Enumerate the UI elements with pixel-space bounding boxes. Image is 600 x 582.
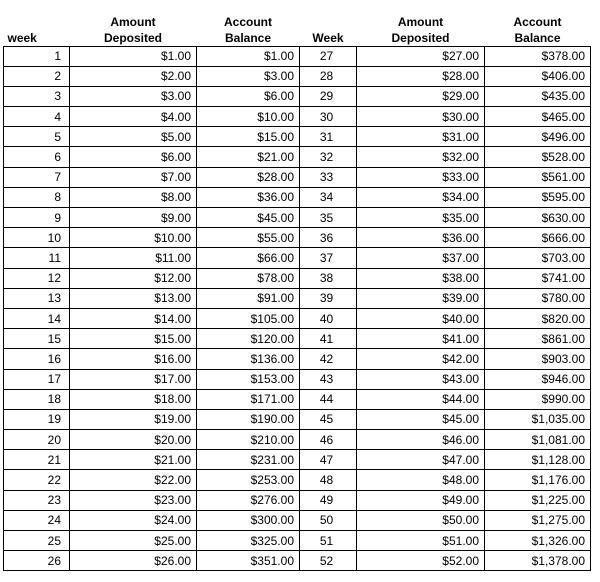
account-balance-cell: $1,378.00: [485, 551, 591, 571]
amount-deposited-cell: $25.00: [70, 531, 197, 551]
week-number-cell: 45: [300, 409, 357, 429]
balance-header-line1: Account: [224, 14, 272, 29]
amount-deposited-cell: $42.00: [357, 349, 485, 369]
week-number-cell: 48: [300, 470, 357, 490]
amount-deposited-cell: $28.00: [357, 66, 485, 86]
account-balance-cell: $496.00: [485, 127, 591, 147]
week-number-cell: 28: [300, 66, 357, 86]
account-balance-cell: $1,128.00: [485, 450, 591, 470]
account-balance-header-left: [197, 9, 300, 46]
account-balance-cell: $28.00: [197, 167, 300, 187]
week-number-cell: 22: [4, 470, 70, 490]
amount-deposited-cell: $24.00: [70, 510, 197, 530]
amount-deposited-cell: $10.00: [70, 228, 197, 248]
week-number-cell: 37: [300, 248, 357, 268]
amount-deposited-cell: $14.00: [70, 308, 197, 328]
amount-deposited-cell: $5.00: [70, 127, 197, 147]
table-row: [4, 389, 591, 409]
amount-deposited-cell: $26.00: [70, 551, 197, 571]
account-balance-cell: $703.00: [485, 248, 591, 268]
balance-header-line2: Balance: [514, 30, 561, 45]
week-number-cell: 43: [300, 369, 357, 389]
week-number-cell: 24: [4, 510, 70, 530]
week-number-cell: 46: [300, 430, 357, 450]
week-number-cell: 38: [300, 268, 357, 288]
week-number-cell: 11: [4, 248, 70, 268]
amount-deposited-cell: $34.00: [357, 187, 485, 207]
week-number-cell: 52: [300, 551, 357, 571]
amount-deposited-cell: $9.00: [70, 208, 197, 228]
table-row: [4, 308, 591, 328]
week-number-cell: 44: [300, 389, 357, 409]
week-number-cell: 26: [4, 551, 70, 571]
table-row: [4, 430, 591, 450]
account-balance-cell: $351.00: [197, 551, 300, 571]
amount-deposited-cell: $47.00: [357, 450, 485, 470]
amount-deposited-cell: $48.00: [357, 470, 485, 490]
account-balance-cell: $378.00: [485, 46, 591, 66]
week-number-cell: 16: [4, 349, 70, 369]
account-balance-cell: $3.00: [197, 66, 300, 86]
account-balance-cell: $55.00: [197, 228, 300, 248]
account-balance-cell: $1.00: [197, 46, 300, 66]
amount-deposited-cell: $18.00: [70, 389, 197, 409]
week-number-cell: 20: [4, 430, 70, 450]
account-balance-cell: $231.00: [197, 450, 300, 470]
amount-deposited-cell: $45.00: [357, 409, 485, 429]
amount-header-line1: Amount: [110, 14, 156, 29]
week-number-cell: 4: [4, 107, 70, 127]
account-balance-cell: $190.00: [197, 409, 300, 429]
account-balance-cell: $21.00: [197, 147, 300, 167]
table-row: [4, 147, 591, 167]
week-number-cell: 33: [300, 167, 357, 187]
table-row: [4, 107, 591, 127]
amount-deposited-cell: $36.00: [357, 228, 485, 248]
account-balance-cell: $1,225.00: [485, 490, 591, 510]
amount-deposited-cell: $38.00: [357, 268, 485, 288]
account-balance-cell: $105.00: [197, 308, 300, 328]
week-number-cell: 30: [300, 107, 357, 127]
amount-deposited-cell: $1.00: [70, 46, 197, 66]
table-row: [4, 248, 591, 268]
amount-deposited-cell: $49.00: [357, 490, 485, 510]
amount-deposited-header-left: [70, 9, 197, 46]
amount-deposited-cell: $21.00: [70, 450, 197, 470]
week-number-cell: 23: [4, 490, 70, 510]
account-balance-cell: $406.00: [485, 66, 591, 86]
account-balance-cell: $666.00: [485, 228, 591, 248]
table-row: [4, 187, 591, 207]
account-balance-cell: $946.00: [485, 369, 591, 389]
account-balance-cell: $1,326.00: [485, 531, 591, 551]
balance-header-line1: Account: [513, 14, 562, 29]
amount-deposited-cell: $15.00: [70, 329, 197, 349]
amount-deposited-cell: $30.00: [357, 107, 485, 127]
table-row: [4, 490, 591, 510]
table-row: [4, 288, 591, 308]
table-row: [4, 228, 591, 248]
account-balance-cell: $1,176.00: [485, 470, 591, 490]
week-number-cell: 51: [300, 531, 357, 551]
week-number-cell: 32: [300, 147, 357, 167]
week-number-cell: 47: [300, 450, 357, 470]
week-number-cell: 14: [4, 308, 70, 328]
week-number-cell: 29: [300, 86, 357, 106]
account-balance-cell: $820.00: [485, 308, 591, 328]
amount-deposited-cell: $44.00: [357, 389, 485, 409]
account-balance-cell: $210.00: [197, 430, 300, 450]
amount-deposited-cell: $3.00: [70, 86, 197, 106]
amount-deposited-cell: $29.00: [357, 86, 485, 106]
week-number-cell: 36: [300, 228, 357, 248]
amount-deposited-cell: $22.00: [70, 470, 197, 490]
account-balance-cell: $66.00: [197, 248, 300, 268]
amount-deposited-cell: $52.00: [357, 551, 485, 571]
account-balance-cell: $91.00: [197, 288, 300, 308]
account-balance-cell: $78.00: [197, 268, 300, 288]
week-number-cell: 18: [4, 389, 70, 409]
amount-deposited-cell: $43.00: [357, 369, 485, 389]
week-number-cell: 1: [4, 46, 70, 66]
account-balance-cell: $780.00: [485, 288, 591, 308]
account-balance-cell: $1,081.00: [485, 430, 591, 450]
account-balance-cell: $861.00: [485, 329, 591, 349]
account-balance-cell: $990.00: [485, 389, 591, 409]
amount-deposited-cell: $27.00: [357, 46, 485, 66]
table-row: [4, 127, 591, 147]
amount-deposited-cell: $19.00: [70, 409, 197, 429]
table-row: [4, 268, 591, 288]
table-row: [4, 510, 591, 530]
amount-deposited-cell: $6.00: [70, 147, 197, 167]
amount-deposited-cell: $12.00: [70, 268, 197, 288]
week-number-cell: 19: [4, 409, 70, 429]
account-balance-cell: $528.00: [485, 147, 591, 167]
account-balance-cell: $276.00: [197, 490, 300, 510]
table-row: [4, 329, 591, 349]
week-number-cell: 21: [4, 450, 70, 470]
amount-deposited-cell: $16.00: [70, 349, 197, 369]
week-number-cell: 3: [4, 86, 70, 106]
amount-deposited-cell: $11.00: [70, 248, 197, 268]
week-number-cell: 6: [4, 147, 70, 167]
account-balance-cell: $253.00: [197, 470, 300, 490]
table-row: [4, 369, 591, 389]
table-body: [4, 46, 591, 571]
table-row: [4, 167, 591, 187]
header-row: [4, 9, 591, 46]
week-number-cell: 27: [300, 46, 357, 66]
week-number-cell: 5: [4, 127, 70, 147]
week-number-cell: 25: [4, 531, 70, 551]
amount-header-line2: Deposited: [391, 30, 450, 45]
table-row: [4, 450, 591, 470]
account-balance-cell: $6.00: [197, 86, 300, 106]
amount-header-line1: Amount: [397, 14, 444, 29]
amount-deposited-cell: $46.00: [357, 430, 485, 450]
week-number-cell: 15: [4, 329, 70, 349]
week-number-cell: 34: [300, 187, 357, 207]
account-balance-cell: $15.00: [197, 127, 300, 147]
balance-header-line2: Balance: [224, 30, 272, 45]
amount-deposited-cell: $7.00: [70, 167, 197, 187]
account-balance-cell: $36.00: [197, 187, 300, 207]
week-number-cell: 17: [4, 369, 70, 389]
amount-deposited-cell: $8.00: [70, 187, 197, 207]
account-balance-cell: $120.00: [197, 329, 300, 349]
amount-deposited-cell: $2.00: [70, 66, 197, 86]
week-number-cell: 42: [300, 349, 357, 369]
account-balance-cell: $153.00: [197, 369, 300, 389]
table-row: [4, 551, 591, 571]
account-balance-cell: $10.00: [197, 107, 300, 127]
amount-deposited-cell: $51.00: [357, 531, 485, 551]
account-balance-cell: $136.00: [197, 349, 300, 369]
week-number-cell: 40: [300, 308, 357, 328]
amount-deposited-cell: $17.00: [70, 369, 197, 389]
table-row: [4, 86, 591, 106]
table-row: [4, 409, 591, 429]
account-balance-cell: $300.00: [197, 510, 300, 530]
amount-deposited-cell: $23.00: [70, 490, 197, 510]
week-number-cell: 41: [300, 329, 357, 349]
week-number-cell: 35: [300, 208, 357, 228]
account-balance-cell: $1,035.00: [485, 409, 591, 429]
savings-table: [3, 9, 591, 571]
account-balance-cell: $741.00: [485, 268, 591, 288]
table-row: [4, 531, 591, 551]
account-balance-cell: $435.00: [485, 86, 591, 106]
account-balance-cell: $325.00: [197, 531, 300, 551]
amount-deposited-cell: $35.00: [357, 208, 485, 228]
week-number-cell: 9: [4, 208, 70, 228]
week-number-cell: 31: [300, 127, 357, 147]
week-number-cell: 13: [4, 288, 70, 308]
table-row: [4, 66, 591, 86]
table-row: [4, 470, 591, 490]
week-number-cell: 50: [300, 510, 357, 530]
amount-deposited-cell: $33.00: [357, 167, 485, 187]
table-row: [4, 349, 591, 369]
amount-deposited-cell: $32.00: [357, 147, 485, 167]
week-number-cell: 7: [4, 167, 70, 187]
account-balance-cell: $465.00: [485, 107, 591, 127]
week-number-cell: 8: [4, 187, 70, 207]
account-balance-cell: $595.00: [485, 187, 591, 207]
week-number-cell: 39: [300, 288, 357, 308]
amount-deposited-cell: $41.00: [357, 329, 485, 349]
amount-deposited-cell: $37.00: [357, 248, 485, 268]
account-balance-cell: $561.00: [485, 167, 591, 187]
table-row: [4, 208, 591, 228]
account-balance-cell: $45.00: [197, 208, 300, 228]
account-balance-cell: $1,275.00: [485, 510, 591, 530]
account-balance-header-right: [485, 9, 591, 46]
week-header-left: week: [7, 30, 37, 45]
week-number-cell: 10: [4, 228, 70, 248]
amount-deposited-cell: $31.00: [357, 127, 485, 147]
table-header: [4, 9, 591, 46]
amount-deposited-cell: $13.00: [70, 288, 197, 308]
account-balance-cell: $171.00: [197, 389, 300, 409]
amount-deposited-cell: $40.00: [357, 308, 485, 328]
amount-deposited-cell: $39.00: [357, 288, 485, 308]
account-balance-cell: $630.00: [485, 208, 591, 228]
amount-header-line2: Deposited: [103, 30, 162, 45]
amount-deposited-cell: $4.00: [70, 107, 197, 127]
week-number-cell: 49: [300, 490, 357, 510]
week-header-right: Week: [312, 30, 344, 45]
week-number-cell: 2: [4, 66, 70, 86]
account-balance-cell: $903.00: [485, 349, 591, 369]
week-number-cell: 12: [4, 268, 70, 288]
amount-deposited-header-right: [357, 9, 485, 46]
amount-deposited-cell: $20.00: [70, 430, 197, 450]
amount-deposited-cell: $50.00: [357, 510, 485, 530]
table-row: [4, 46, 591, 66]
